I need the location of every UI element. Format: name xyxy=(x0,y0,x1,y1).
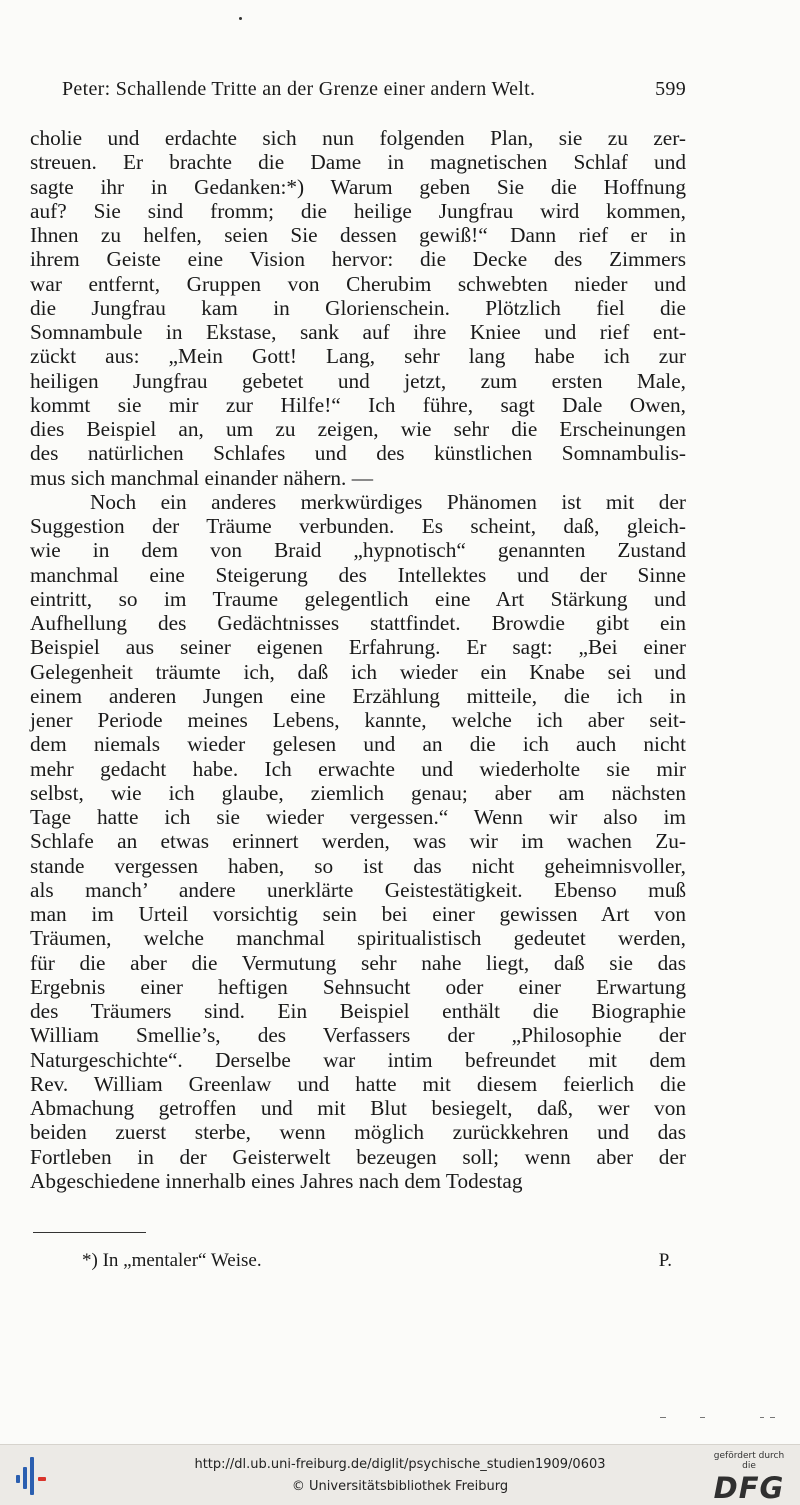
text-line: einem anderen Jungen eine Erzählung mitteile, die ich in xyxy=(30,683,686,708)
text-line: jener Periode meines Lebens, kannte, welche ich aber seit- xyxy=(30,708,686,732)
text-line: Abmachung getroffen und mit Blut besiegelt, daß, wer von xyxy=(30,1096,686,1120)
text-line: Suggestion der Träume verbunden. Es scheint, daß, gleich- xyxy=(30,514,686,538)
text-line: war entfernt, Gruppen von Cherubim schwebten nieder und xyxy=(30,271,686,296)
text-line: mus sich manchmal einander nähern. — xyxy=(30,465,374,490)
text-line: man im Urteil vorsichtig sein bei einer gewissen Art von xyxy=(30,902,686,926)
text-line: Gelegenheit träumte ich, daß ich wieder ein Knabe sei und xyxy=(30,659,686,684)
text-line: streuen. Er brachte die Dame in magnetischen Schlaf und xyxy=(30,150,686,175)
text-line: stande vergessen haben, so ist das nicht geheimnisvoller, xyxy=(30,853,686,878)
text-line: heiligen Jungfrau gebetet und jetzt, zum ersten Male, xyxy=(30,368,686,393)
text-line: zückt aus: „Mein Gott! Lang, sehr lang habe ich zur xyxy=(30,344,686,369)
text-line: die Jungfrau kam in Glorienschein. Plötzlich fiel die xyxy=(30,295,686,320)
text-line: eintritt, so im Traume gelegentlich eine Art Stärkung und xyxy=(30,586,686,611)
running-title: Peter: Schallende Tritte an der Grenze einer andern Welt. xyxy=(62,78,536,100)
text-line: Schlafe an etwas erinnert werden, was wir im wachen Zu- xyxy=(30,829,686,854)
text-line: wie in dem von Braid „hypnotisch“ genannten Zustand xyxy=(30,538,686,563)
text-line: Fortleben in der Geisterwelt bezeugen soll; wenn aber der xyxy=(30,1144,686,1169)
text-line: Naturgeschichte“. Derselbe war intim befreundet mit dem xyxy=(30,1047,686,1072)
text-line: ihrem Geiste eine Vision hervor: die Decke des Zimmers xyxy=(30,247,686,272)
copyright-notice: © Universitätsbibliothek Freiburg xyxy=(291,1479,509,1494)
footnote-rule xyxy=(33,1232,146,1233)
ink-speck xyxy=(239,17,242,20)
text-line: Noch ein anderes merkwürdiges Phänomen ist mit der xyxy=(90,489,686,514)
body-text xyxy=(30,126,686,1193)
text-line: Ihnen zu helfen, seien Sie dessen gewiß!“ Dann rief er in xyxy=(30,223,686,247)
text-line: manchmal eine Steigerung des Intellektes und der Sinne xyxy=(30,562,686,587)
text-line: kommt sie mir zur Hilfe!“ Ich führe, sagt Dale Owen, xyxy=(30,392,686,417)
footnote-signature: P. xyxy=(658,1250,672,1271)
text-line: selbst, wie ich glaube, ziemlich genau; aber am nächsten xyxy=(30,780,686,805)
text-line: Somnambule in Ekstase, sank auf ihre Kniee und rief ent- xyxy=(30,320,686,344)
text-line: Tage hatte ich sie wieder vergessen.“ Wenn wir also im xyxy=(30,805,686,829)
footnote xyxy=(82,1250,672,1272)
text-line: beiden zuerst sterbe, wenn möglich zurückkehren und das xyxy=(30,1120,686,1145)
text-line: Träumen, welche manchmal spiritualistisch gedeutet werden, xyxy=(30,926,686,951)
text-line: William Smellie’s, des Verfassers der „Philosophie der xyxy=(30,1023,686,1048)
text-line: dem niemals wieder gelesen und an die ich auch nicht xyxy=(30,732,686,757)
text-line: als manch’ andere unerklärte Geistestätigkeit. Ebenso muß xyxy=(30,877,686,902)
viewer-footer xyxy=(0,1444,800,1505)
text-line: mehr gedacht habe. Ich erwachte und wiederholte sie mir xyxy=(30,756,686,781)
footnote-text: *) In „mentaler“ Weise. xyxy=(82,1250,262,1271)
text-line: Rev. William Greenlaw und hatte mit diesem feierlich die xyxy=(30,1071,686,1096)
text-line: cholie und erdachte sich nun folgenden Plan, sie zu zer- xyxy=(30,126,686,150)
text-line: sagte ihr in Gedanken:*) Warum geben Sie die Hoffnung xyxy=(30,174,686,199)
text-line: dies Beispiel an, um zu zeigen, wie sehr die Erscheinungen xyxy=(30,417,686,441)
permalink-url[interactable]: http://dl.ub.uni-freiburg.de/diglit/psychische_studien1909/0603 xyxy=(194,1457,606,1472)
dfg-caption: gefördert durch die xyxy=(713,1451,785,1471)
text-line: auf? Sie sind fromm; die heilige Jungfrau wird kommen, xyxy=(30,198,686,223)
page-number: 599 xyxy=(655,78,686,100)
running-head xyxy=(62,78,686,101)
text-line: Beispiel aus seiner eigenen Erfahrung. Er sagt: „Bei einer xyxy=(30,635,686,660)
text-line: für die aber die Vermutung sehr nahe liegt, daß sie das xyxy=(30,950,686,975)
text-line: des natürlichen Schlafes und des künstlichen Somnambulis- xyxy=(30,441,686,466)
scan-specks xyxy=(660,1417,780,1421)
text-line: des Träumers sind. Ein Beispiel enthält die Biographie xyxy=(30,999,686,1023)
dfg-wordmark: DFG xyxy=(713,1471,785,1505)
dfg-logo[interactable] xyxy=(707,1451,791,1505)
text-line: Ergebnis einer heftigen Sehnsucht oder einer Erwartung xyxy=(30,974,686,999)
text-line: Aufhellung des Gedächtnisses stattfindet. Browdie gibt ein xyxy=(30,611,686,635)
text-line: Abgeschiedene innerhalb eines Jahres nach dem Todestag xyxy=(30,1168,523,1193)
